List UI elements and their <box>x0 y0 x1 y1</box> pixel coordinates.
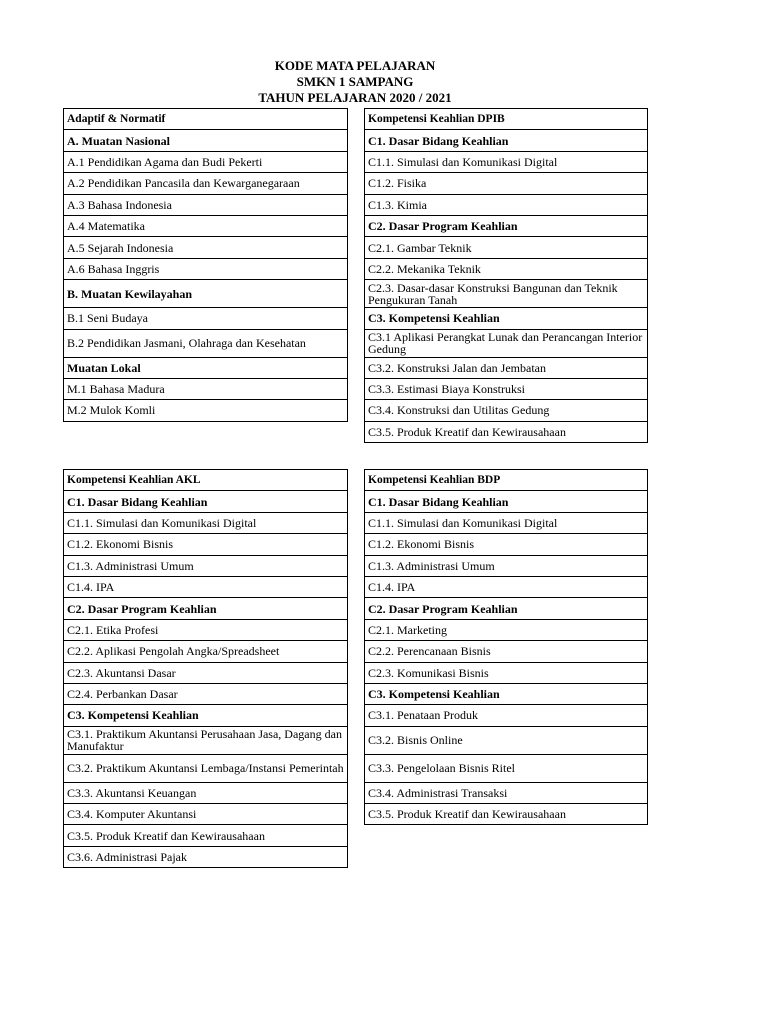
subject-cell: C2.1. Etika Profesi <box>64 619 348 640</box>
subject-cell: C3.3. Estimasi Biaya Konstruksi <box>365 378 648 399</box>
section-heading-cell: C1. Dasar Bidang Keahlian <box>64 491 348 512</box>
table-row <box>365 705 648 726</box>
table-row <box>64 598 348 619</box>
table-row <box>64 619 348 640</box>
subject-cell: C2.2. Perencanaan Bisnis <box>365 641 648 662</box>
table-row <box>365 641 648 662</box>
subject-cell: C3.4. Konstruksi dan Utilitas Gedung <box>365 400 648 421</box>
subject-cell: B.2 Pendidikan Jasmani, Olahraga dan Kesehatan <box>64 329 348 357</box>
subject-cell: C3.2. Praktikum Akuntansi Lembaga/Instansi Pemerintah <box>64 754 348 782</box>
subject-cell: C1.2. Ekonomi Bisnis <box>365 534 648 555</box>
table-row <box>365 215 648 236</box>
table-kompetensi-akl <box>63 469 348 868</box>
school-name: SMKN 1 SAMPANG <box>296 74 414 89</box>
table-row <box>64 194 348 215</box>
subject-cell: C1.2. Fisika <box>365 173 648 194</box>
table-row <box>365 619 648 640</box>
table-row <box>64 754 348 782</box>
table-header-cell: Kompetensi Keahlian BDP <box>365 470 648 491</box>
subject-cell: C1.4. IPA <box>64 576 348 597</box>
table-row <box>64 825 348 846</box>
table-row <box>365 470 648 491</box>
table-row <box>365 130 648 151</box>
subject-cell: C1.3. Administrasi Umum <box>64 555 348 576</box>
table-row <box>365 491 648 512</box>
section-heading-cell: C2. Dasar Program Keahlian <box>64 598 348 619</box>
subject-cell: C3.4. Komputer Akuntansi <box>64 804 348 825</box>
table-row <box>64 109 348 130</box>
table-row <box>64 782 348 803</box>
section-heading-cell: B. Muatan Kewilayahan <box>64 280 348 308</box>
table-row <box>64 237 348 258</box>
table-row <box>365 512 648 533</box>
table-row <box>64 641 348 662</box>
document-header <box>0 58 710 106</box>
table-row <box>64 491 348 512</box>
subject-cell: C1.1. Simulasi dan Komunikasi Digital <box>64 512 348 533</box>
table-row <box>365 109 648 130</box>
subject-cell: A.6 Bahasa Inggris <box>64 258 348 279</box>
table-row <box>64 400 348 421</box>
table-row <box>365 400 648 421</box>
subject-cell: C3.5. Produk Kreatif dan Kewirausahaan <box>64 825 348 846</box>
subject-cell: C3.6. Administrasi Pajak <box>64 846 348 867</box>
subject-cell: A.2 Pendidikan Pancasila dan Kewarganegaraan <box>64 173 348 194</box>
table-row <box>365 683 648 704</box>
table-row <box>64 683 348 704</box>
section-heading-cell: C3. Kompetensi Keahlian <box>64 705 348 726</box>
section-heading-cell: Muatan Lokal <box>64 357 348 378</box>
table-row <box>365 726 648 754</box>
table-row <box>64 555 348 576</box>
table-row <box>64 534 348 555</box>
subject-cell: C3.1 Aplikasi Perangkat Lunak dan Perancangan Interior Gedung <box>365 329 648 357</box>
subject-cell: C1.1. Simulasi dan Komunikasi Digital <box>365 512 648 533</box>
table-row <box>365 421 648 442</box>
subject-cell: C2.3. Komunikasi Bisnis <box>365 662 648 683</box>
subject-cell: A.1 Pendidikan Agama dan Budi Pekerti <box>64 151 348 172</box>
table-row <box>64 804 348 825</box>
table-row <box>365 804 648 825</box>
subject-cell: C2.1. Gambar Teknik <box>365 237 648 258</box>
table-kompetensi-dpib <box>364 108 648 443</box>
subject-cell: C3.1. Penataan Produk <box>365 705 648 726</box>
table-adaptif-normatif <box>63 108 348 422</box>
table-header-cell: Adaptif & Normatif <box>64 109 348 130</box>
section-heading-cell: C2. Dasar Program Keahlian <box>365 215 648 236</box>
table-row <box>365 173 648 194</box>
table-row <box>365 258 648 279</box>
subject-cell: C2.3. Dasar-dasar Konstruksi Bangunan dan Teknik Pengukuran Tanah <box>365 280 648 308</box>
table-row <box>64 726 348 754</box>
subject-cell: C3.4. Administrasi Transaksi <box>365 782 648 803</box>
table-row <box>64 357 348 378</box>
table-row <box>64 705 348 726</box>
subject-cell: C3.2. Konstruksi Jalan dan Jembatan <box>365 357 648 378</box>
table-row <box>64 329 348 357</box>
subject-cell: A.3 Bahasa Indonesia <box>64 194 348 215</box>
table-header-cell: Kompetensi Keahlian AKL <box>64 470 348 491</box>
table-row <box>365 576 648 597</box>
table-row <box>365 598 648 619</box>
subject-cell: C1.2. Ekonomi Bisnis <box>64 534 348 555</box>
subject-cell: M.2 Mulok Komli <box>64 400 348 421</box>
table-row <box>365 329 648 357</box>
subject-cell: A.4 Matematika <box>64 215 348 236</box>
table-row <box>64 280 348 308</box>
table-row <box>365 782 648 803</box>
table-row <box>365 662 648 683</box>
table-header-cell: Kompetensi Keahlian DPIB <box>365 109 648 130</box>
subject-cell: C2.1. Marketing <box>365 619 648 640</box>
subject-cell: C3.3. Pengelolaan Bisnis Ritel <box>365 754 648 782</box>
subject-cell: B.1 Seni Budaya <box>64 308 348 329</box>
table-row <box>365 280 648 308</box>
subject-cell: C1.3. Administrasi Umum <box>365 555 648 576</box>
table-row <box>365 308 648 329</box>
subject-cell: A.5 Sejarah Indonesia <box>64 237 348 258</box>
document-title: KODE MATA PELAJARAN <box>274 58 436 73</box>
section-heading-cell: C3. Kompetensi Keahlian <box>365 683 648 704</box>
table-row <box>64 130 348 151</box>
table-row <box>64 846 348 867</box>
subject-cell: C2.2. Aplikasi Pengolah Angka/Spreadsheet <box>64 641 348 662</box>
subject-cell: C3.5. Produk Kreatif dan Kewirausahaan <box>365 421 648 442</box>
table-row <box>64 378 348 399</box>
subject-cell: C3.1. Praktikum Akuntansi Perusahaan Jasa, Dagang dan Manufaktur <box>64 726 348 754</box>
section-heading-cell: C1. Dasar Bidang Keahlian <box>365 491 648 512</box>
subject-cell: C2.4. Perbankan Dasar <box>64 683 348 704</box>
section-heading-cell: C3. Kompetensi Keahlian <box>365 308 648 329</box>
table-row <box>64 215 348 236</box>
table-row <box>365 151 648 172</box>
table-row <box>365 357 648 378</box>
table-kompetensi-bdp <box>364 469 648 825</box>
subject-cell: C2.2. Mekanika Teknik <box>365 258 648 279</box>
table-row <box>64 151 348 172</box>
table-row <box>64 576 348 597</box>
table-row <box>365 534 648 555</box>
subject-cell: M.1 Bahasa Madura <box>64 378 348 399</box>
subject-cell: C1.4. IPA <box>365 576 648 597</box>
subject-cell: C3.5. Produk Kreatif dan Kewirausahaan <box>365 804 648 825</box>
table-row <box>64 512 348 533</box>
subject-cell: C3.2. Bisnis Online <box>365 726 648 754</box>
subject-cell: C1.1. Simulasi dan Komunikasi Digital <box>365 151 648 172</box>
subject-cell: C1.3. Kimia <box>365 194 648 215</box>
subject-cell: C3.3. Akuntansi Keuangan <box>64 782 348 803</box>
table-row <box>64 470 348 491</box>
academic-year: TAHUN PELAJARAN 2020 / 2021 <box>258 90 452 105</box>
section-heading-cell: C1. Dasar Bidang Keahlian <box>365 130 648 151</box>
table-row <box>365 378 648 399</box>
section-heading-cell: A. Muatan Nasional <box>64 130 348 151</box>
table-row <box>365 237 648 258</box>
table-row <box>365 194 648 215</box>
section-heading-cell: C2. Dasar Program Keahlian <box>365 598 648 619</box>
table-row <box>64 662 348 683</box>
subject-cell: C2.3. Akuntansi Dasar <box>64 662 348 683</box>
table-row <box>365 555 648 576</box>
table-row <box>64 308 348 329</box>
table-row <box>64 173 348 194</box>
table-row <box>64 258 348 279</box>
table-row <box>365 754 648 782</box>
